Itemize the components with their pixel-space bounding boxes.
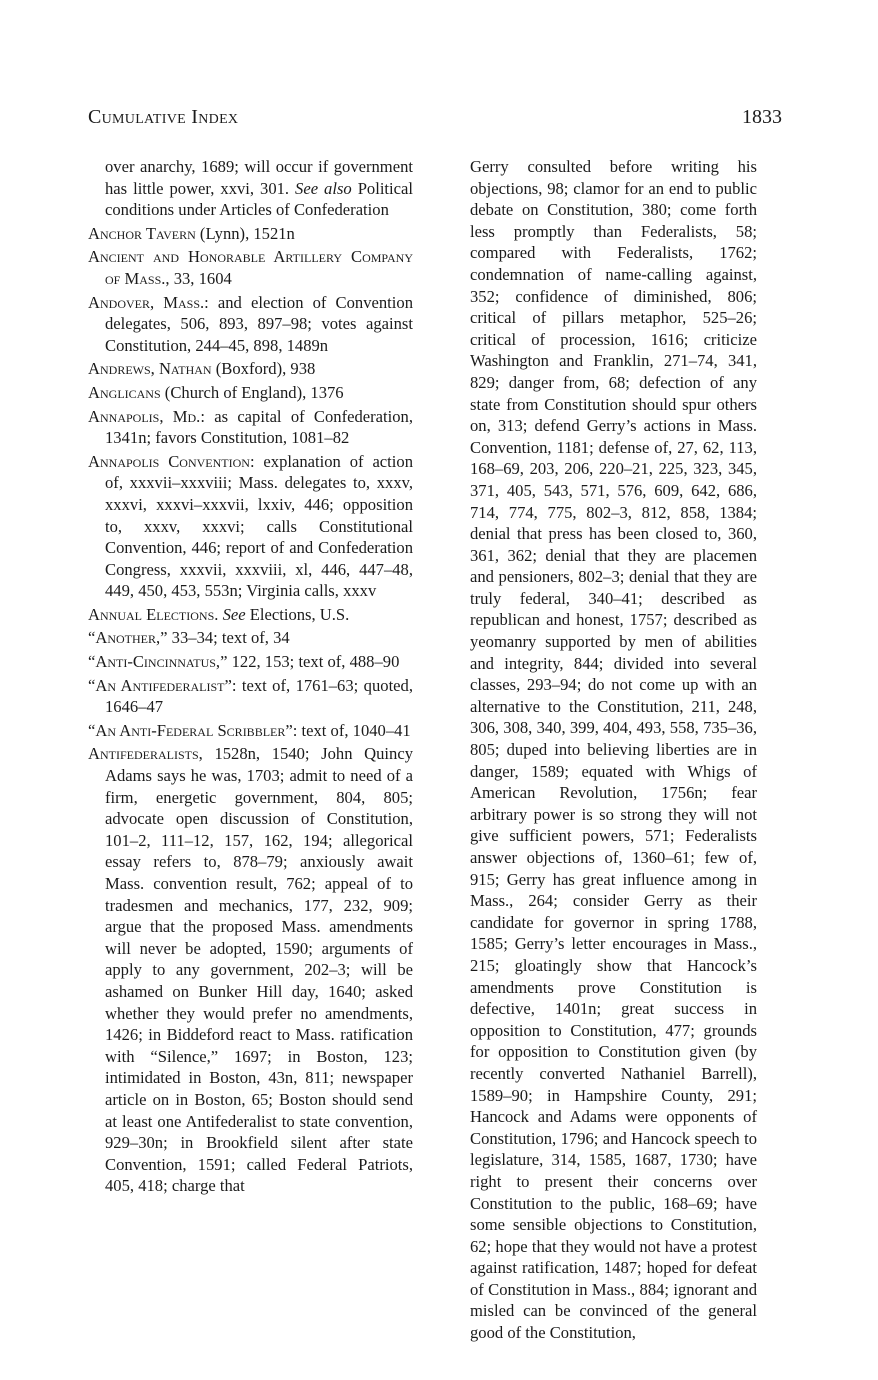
index-entry xyxy=(88,406,413,449)
entry-text: , 33, 1604 xyxy=(165,268,232,288)
entry-heading: Andrews, Nathan xyxy=(88,359,212,379)
entry-text: Political conditions under Articles of Confederation xyxy=(105,178,413,220)
entry-heading: Andover, Mass. xyxy=(88,292,205,312)
entry-heading: Anchor Tavern xyxy=(88,223,196,243)
entry-heading: Annapolis, Md. xyxy=(88,406,201,426)
entry-text: : text of, 1761–63; quoted, 1646–47 xyxy=(105,675,413,717)
entry-heading: Antifederalists xyxy=(88,744,199,764)
index-entry xyxy=(88,246,413,289)
entry-text: Gerry consulted before writing his objections, 98; clamor for an end to public debate on Constitution, 380; come forth less promptly than Federalists, 58; compared with Federalists, 1762; condemnation of name-calling against, 352; confidence of diminished, 806; critical of pillars metaphor, 525–26; critical of procession, 1616; criticize Washington and Franklin, 271–74, 341, 829; danger from, 68; defection of any state from Constitution should spur others on, 313; defend Gerry’s actions in Mass. Convention, 1181; defense of, 27, 62, 113, 168–69, 203, 206, 220–21, 225, 323, 345, 371, 405, 543, 571, 576, 609, 642, 686, 714, 774, 775, 802–3, 812, 858, 1384; denial that press has been closed to, 360, 361, 362; denial that they are placemen and pensioners, 802–3; denial that they are truly federal, 340–41; described as republican and honest, 1757; described as yeomanry supported by men of abilities and integrity, 844; divided into several classes, 293–94; do not come up with an alternative to the Constitution, 211, 248, 306, 308, 340, 399, 404, 493, 558, 735–36, 805; duped into believing liberties are in danger, 1589; equated with Whigs of American Revolution, 1756n; fear arbitrary power is so strong they will not give sufficient powers, 571; Federalists answer objections of, 1360–61; few of, 915; Gerry has great influence among in Mass., 264; consider Gerry as their candidate for governor in spring 1788, 1585; Gerry’s letter encourages in Mass., 215; gloatingly show that Hancock’s amendments prove Constitution is defective, 1401n; great success in opposition to Constitution, 477; grounds for opposition to Constitution given (by recently converted Nathaniel Barrell), 1589–90; in Hampshire County, 291; Hancock and Adams were opponents of Constitution, 1796; and Hancock speech to legislature, 314, 1585, 1687, 1730; have right to present their concerns over Constitution to the public, 168–69; have some sensible objections to Constitution, 62; hope that they would not have a protest against ratification, 1487; hoped for defeat of Constitution in Mass., 884; ignorant and misled can be convinced of the general good of the Constitution, xyxy=(470,157,757,1343)
entry-heading: “Another,” xyxy=(88,628,168,648)
index-entry-continuation xyxy=(453,156,757,1344)
entry-text: over anarchy, 1689; will occur if government has little power, xxvi, 301. xyxy=(105,157,413,198)
entry-text: 33–34; text of, 34 xyxy=(167,628,290,648)
index-entry xyxy=(88,743,413,1196)
index-entry xyxy=(88,451,413,602)
left-column xyxy=(88,156,413,1199)
entry-heading: “An Antifederalist” xyxy=(88,675,232,695)
index-entry xyxy=(88,382,413,404)
entry-text: : explanation of action of, xxxvii–xxxviii; Mass. delegates to, xxxv, xxxvi, xxxvi–xxxvii, lxxiv, 446; opposition to, xxxv, xxxvi; calls Constitutional Convention, 446; report of and Confederation Congress, xxxvii, xxxviii, xl, 446, 447–48, 449, 450, 453, 553n; Virginia calls, xxxv xyxy=(105,451,413,601)
index-entry xyxy=(88,292,413,357)
see-label: See xyxy=(218,604,246,624)
page-number: 1833 xyxy=(742,106,782,128)
index-entry xyxy=(88,651,413,673)
entry-heading: Annual Elections. xyxy=(88,604,219,624)
entry-heading: Anglicans xyxy=(88,382,161,402)
entry-text: (Boxford), 938 xyxy=(211,359,316,379)
see-also-label: See also xyxy=(295,178,352,198)
page-title: Cumulative Index xyxy=(88,106,239,128)
index-entry xyxy=(88,223,413,245)
index-entry xyxy=(88,604,413,626)
entry-text: , 1528n, 1540; John Quincy Adams says he was, 1703; admit to need of a firm, energetic government, 804, 805; advocate open discussion of Constitution, 101–2, 111–12, 157, 162, 194; allegorical essay refers to, 878–79; anxiously await Mass. convention result, 762; appeal of to tradesmen and mechanics, 177, 232, 909; argue that the proposed Mass. amendments will never be adopted, 1590; arguments of apply to any government, 202–3; will be ashamed on Bunker Hill day, 1640; asked whether they would prefer no amendments, 1426; in Biddeford react to Mass. ratification with “Silence,” 1697; in Boston, 123; intimidated in Boston, 43n, 811; newspaper article on in Boston, 65; Boston should send at least one Antifederalist to state convention, 929–30n; in Brookfield silent after state Convention, 1591; called Federal Patriots, 405, 418; charge that xyxy=(105,744,413,1196)
index-entry-continuation xyxy=(88,156,413,221)
index-entry xyxy=(88,675,413,718)
entry-text: (Lynn), 1521n xyxy=(195,223,295,243)
entry-heading: Annapolis Convention xyxy=(88,451,250,471)
index-entry xyxy=(88,720,413,742)
entry-text: : as capital of Confederation, 1341n; favors Constitution, 1081–82 xyxy=(105,406,413,448)
entry-heading: Ancient and Honorable Artillery Company of Mass. xyxy=(88,247,413,288)
entry-text: Elections, U.S. xyxy=(245,604,350,624)
entry-text: 122, 153; text of, 488–90 xyxy=(227,652,400,672)
running-head xyxy=(88,106,782,136)
index-entry xyxy=(88,358,413,380)
index-entry xyxy=(88,627,413,649)
right-column xyxy=(453,156,757,1346)
entry-heading: “Anti-Cincinnatus,” xyxy=(88,652,228,672)
entry-heading: “An Anti-Federal Scribbler” xyxy=(88,720,293,740)
entry-text: (Church of England), 1376 xyxy=(160,382,344,402)
entry-text: : and election of Convention delegates, 506, 893, 897–98; votes against Constitution, 244–45, 898, 1489n xyxy=(105,292,413,355)
entry-text: : text of, 1040–41 xyxy=(292,720,411,740)
